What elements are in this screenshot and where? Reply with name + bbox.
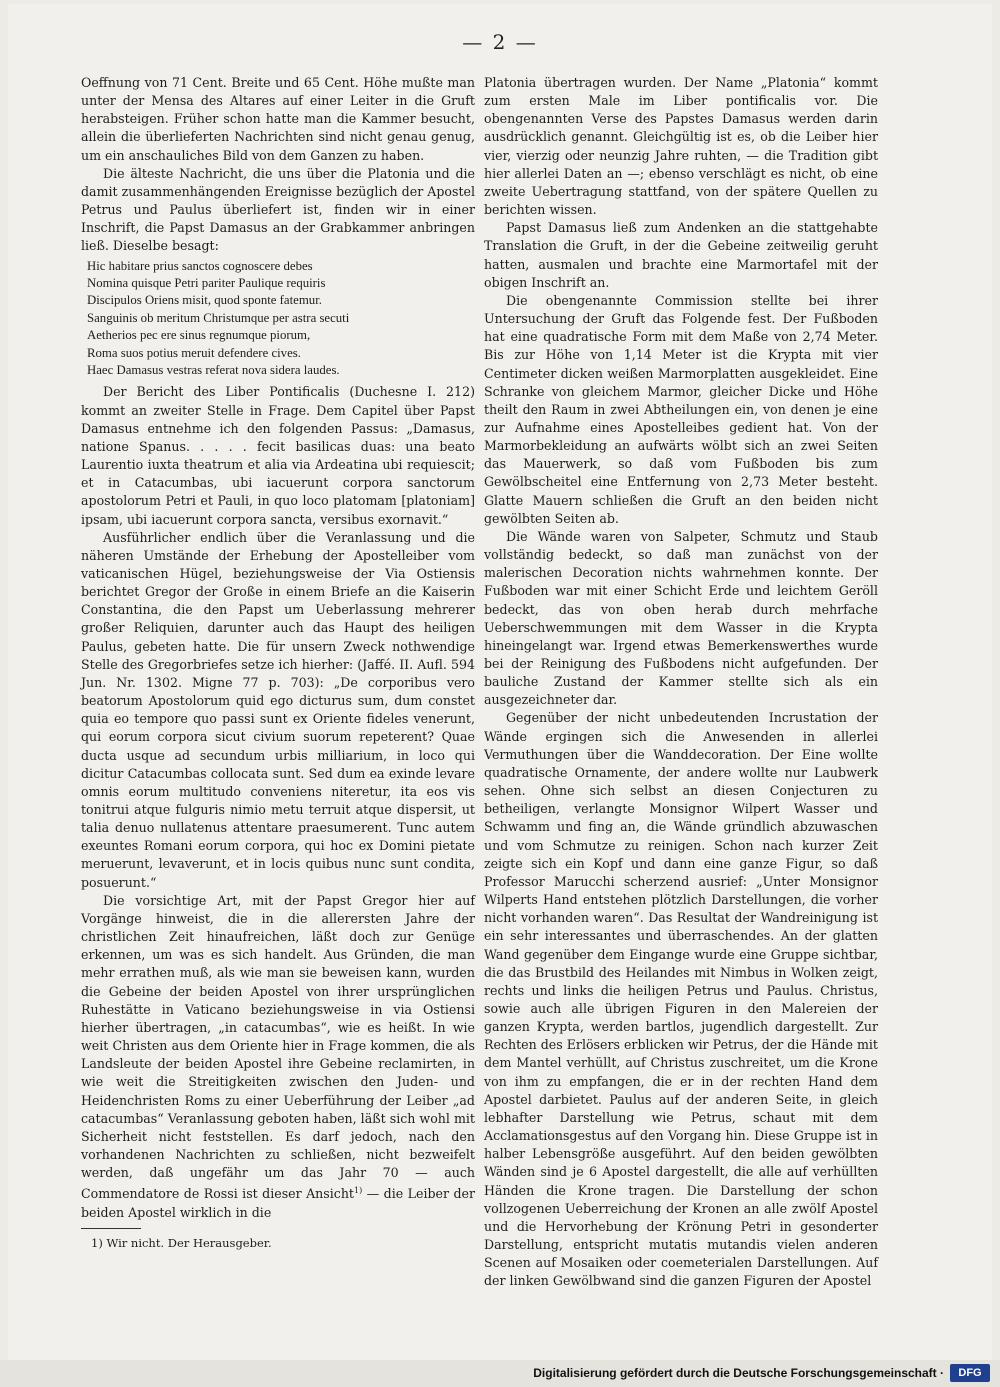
digitization-credit: Digitalisierung gefördert durch die Deutsche Forschungsgemeinschaft · [533, 1366, 944, 1380]
footnote: 1) Wir nicht. Der Herausgeber. [91, 1235, 272, 1250]
dfg-logo: DFG [950, 1364, 990, 1382]
paragraph: Papst Damasus ließ zum Andenken an die stattgehabte Translation die Gruft, in der die Gebeine zeitweilig geruht hatten, ausmalen und brachte eine Marmortafel mit der obigen Inschrift an. [484, 220, 878, 290]
paragraph: Oeffnung von 71 Cent. Breite und 65 Cent. Höhe mußte man unter der Mensa des Altares auf einer Leiter in die Gruft herabsteigen. Früher schon hatte man die Kammer besucht, allein die überlieferten Nachrichten sind nicht genau genug, um ein anschauliches Bild von dem Ganzen zu haben. [81, 75, 475, 163]
paragraph: Platonia übertragen wurden. Der Name „Platonia“ kommt zum ersten Male im Liber pontificalis vor. Die obengenannten Verse des Papstes Damasus werden darin ausdrücklich genannt. Gleichgültig ist es, ob die Leiber hier vier, vierzig oder neunzig Jahre ruhten, — die Tradition gibt hier allerlei Daten an —; ebenso verschlägt es nicht, ob eine zweite Uebertragung stattfand, von der spätere Quellen zu berichten wissen. [484, 75, 878, 218]
paragraph: Ausführlicher endlich über die Veranlassung und die näheren Umstände der Erhebung der Apostelleiber vom vaticanischen Hügel, beziehungsweise der Via Ostiensis berichtet Gregor der Große in einem Briefe an die Kaiserin Constantina, die den Papst um Ueberlassung mehrerer großer Reliquien, darunter auch das Haupt des heiligen Paulus, gebeten hatte. Die für unsern Zweck nothwendige Stelle des Gregorbriefes setze ich hierher: (Jaffé. II. Aufl. 594 Jun. Nr. 1302. Migne 77 p. 703): „De corporibus vero beatorum Apostolorum quid ego dicturus sum, dum constet quia eo tempore quo passi sunt ex Oriente fideles venerunt, qui eorum corpora sicut civium suorum repeterent? Quae ducta usque ad secundum urbis milliarium, in loco qui dicitur Catacumbas collocata sunt. Sed dum ea exinde levare omnis eorum multitudo conveniens niteretur, ita eos vis tonitrui atque fulguris nimio metu terruit atque dispersit, ut talia denuo nullatenus attentare praesumerent. Tunc autem exeuntes Romani eorum corpora, qui hoc ex Domini pietate meruerunt, levaverunt, et in locis quibus nunc sunt condita, posuerunt.“ [81, 529, 475, 890]
verse-line: Roma suos potius meruit defendere cives. [87, 345, 301, 360]
paragraph: Die älteste Nachricht, die uns über die Platonia und die damit zusammenhängenden Ereignisse bezüglich der Apostel Petrus und Paulus überliefert ist, finden wir in einer Inschrift, die Papst Damasus an der Grabkammer anbringen ließ. Dieselbe besagt: [81, 165, 475, 254]
verse-line: Hic habitare prius sanctos cognoscere debes [87, 258, 313, 273]
verse-line: Aetherios pec ere sinus regnumque piorum, [87, 328, 311, 343]
paragraph: Der Bericht des Liber Pontificalis (Duchesne I. 212) kommt an zweiter Stelle in Frage. Dem Capitel über Papst Damasus entnehme ich den folgenden Passus: „Damasus, natione Spanus. . . . . fecit basilicas duas: una beato Laurentio iuxta theatrum et alia via Ardeatina ubi requiescit; et in Catacumbas, ubi iacuerunt corpora sanctorum apostolorum Petri et Pauli, in quo loco platomam [platoniam] ipsam, ubi iacuerunt corpora sancta, versibus exornavit.“ [81, 384, 475, 527]
left-column [81, 74, 475, 1251]
verse-line: Discipulos Oriens misit, quod sponte fatemur. [87, 293, 322, 308]
paragraph [81, 892, 475, 1222]
paragraph: Gegenüber der nicht unbedeutenden Incrustation der Wände ergingen sich die Anwesenden in allerlei Vermuthungen über die Wanddecoration. Der Eine wollte quadratische Ornamente, der andere wollte nur Laubwerk sehen. Ohne sich selbst an diesen Conjecturen zu betheiligen, verlangte Monsignor Wilpert Wasser und Schwamm und fing an, die Wände gründlich abzuwaschen und vom Schmutze zu reinigen. Schon nach kurzer Zeit zeigte sich ein Kopf und dann eine ganze Figur, so daß Professor Marucchi scherzend ausrief: „Unter Monsignor Wilperts Hand entstehen plötzlich Darstellungen, die vorher nicht vorhanden waren“. Das Resultat der Wandreinigung ist ein sehr interessantes und überraschendes. An der glatten Wand gegenüber dem Eingange wurde eine Gruppe sichtbar, die das Brustbild des Heilandes mit Nimbus in Wolken zeigt, rechts und links die heiligen Petrus und Paulus. Christus, sowie auch alle übrigen Figuren in den Malereien der ganzen Krypta, werden bartlos, jugendlich dargestellt. Zur Rechten des Erlösers erblicken wir Petrus, der die Hände mit dem Mantel verhüllt, auf Christus zuschreitet, um die Krone von ihm zu empfangen, die er in der rechten Hand dem Apostel darbietet. Paulus auf der anderen Seite, in gleich lebhafter Darstellung wie Petrus, schaut mit dem Acclamationsgestus auf den Vorgang hin. Diese Gruppe ist in halber Lebensgröße ausgeführt. Auf den beiden gewölbten Wänden sind je 6 Apostel dargestellt, die alle auf verhüllten Händen die Krone tragen. Die Darstellung der schon vollzogenen Ueberreichung der Kronen an alle zwölf Apostel und die Hervorhebung der Krönung Petri in gesonderter Darstellung, entspricht mutatis mutandis vielen anderen Scenen auf Mosaiken oder coemeterialen Darstellungen. Auf der linken Gewölbwand sind die ganzen Figuren der Apostel [484, 710, 878, 1289]
footnote-divider [81, 1228, 141, 1229]
paragraph: Die obengenannte Commission stellte bei ihrer Untersuchung der Gruft das Folgende fest. Der Fußboden hat eine quadratische Form mit dem Maße von 2,74 Meter. Bis zur Höhe von 1,14 Meter ist die Krypta mit vier Centimeter dicken weißen Marmorplatten ausgekleidet. Eine Schranke von gleichem Marmor, gleicher Dicke und Höhe theilt den Raum in zwei Abtheilungen ein, von denen je eine zur Aufnahme eines Apostelleibes gedient hat. Von der Marmorbekleidung an aufwärts wölbt sich an zwei Seiten das Mauerwerk, so daß vom Fußboden bis zum Gewölbscheitel eine Entfernung von 2,73 Meter besteht. Glatte Mauern schließen die Gruft an den beiden nicht gewölbten Seiten ab. [484, 292, 878, 526]
page-number: — 2 — [462, 30, 538, 54]
paragraph: Die Wände waren von Salpeter, Schmutz und Staub vollständig bedeckt, so daß man zunächst von der malerischen Decoration nichts wahrnehmen konnte. Der Fußboden war mit einer Schicht Erde und leichtem Geröll bedeckt, das von oben herab durch mehrfache Ueberschwemmungen mit dem Wasser in die Krypta hineingelangt war. Irgend etwas Bemerkenswerthes wurde bei der Reinigung des Fußbodens nicht aufgefunden. Der bauliche Zustand der Kammer stellte sich als ein ausgezeichneter dar. [484, 528, 878, 708]
latin-inscription [87, 258, 475, 380]
right-column [484, 74, 878, 1290]
verse-line: Nomina quisque Petri pariter Paulique requiris [87, 275, 326, 290]
footnote-mark: 1) [354, 1186, 363, 1196]
verse-line: Haec Damasus vestras referat nova sidera laudes. [87, 363, 340, 377]
verse-line: Sanguinis ob meritum Christumque per astra secuti [87, 310, 350, 325]
paragraph-text: — die Leiber der beiden Apostel wirklich in die [81, 1186, 475, 1220]
paragraph-text: Die vorsichtige Art, mit der Papst Gregor hier auf Vorgänge hinweist, die in die allerersten Jahre der christlichen Zeit hinaufreichen, läßt doch zur Genüge erkennen, um was es sich handelt. Aus Gründen, die man mehr errathen muß, als wie man sie beweisen kann, wurden die Gebeine der beiden Apostel von ihrer ursprünglichen Ruhestätte in Vaticano beziehungsweise in via Ostiensi hierher übertragen, „in catacumbas“, wie es heißt. In wie weit Christen aus dem Oriente hier in Frage kommen, die als Landsleute der beiden Apostel ihre Gebeine reclamirten, in wie weit die Streitigkeiten zwischen den Juden- und Heidenchristen Roms zu einer Ueberführung der Leiber „ad catacumbas“ Veranlassung geboten haben, läßt sich wohl mit Sicherheit nicht feststellen. Es darf jedoch, nach den vorhandenen Nachrichten zu schließen, nicht bezweifelt werden, daß ungefähr um das Jahr 70 — auch Commendatore de Rossi ist dieser Ansicht [81, 892, 475, 1202]
